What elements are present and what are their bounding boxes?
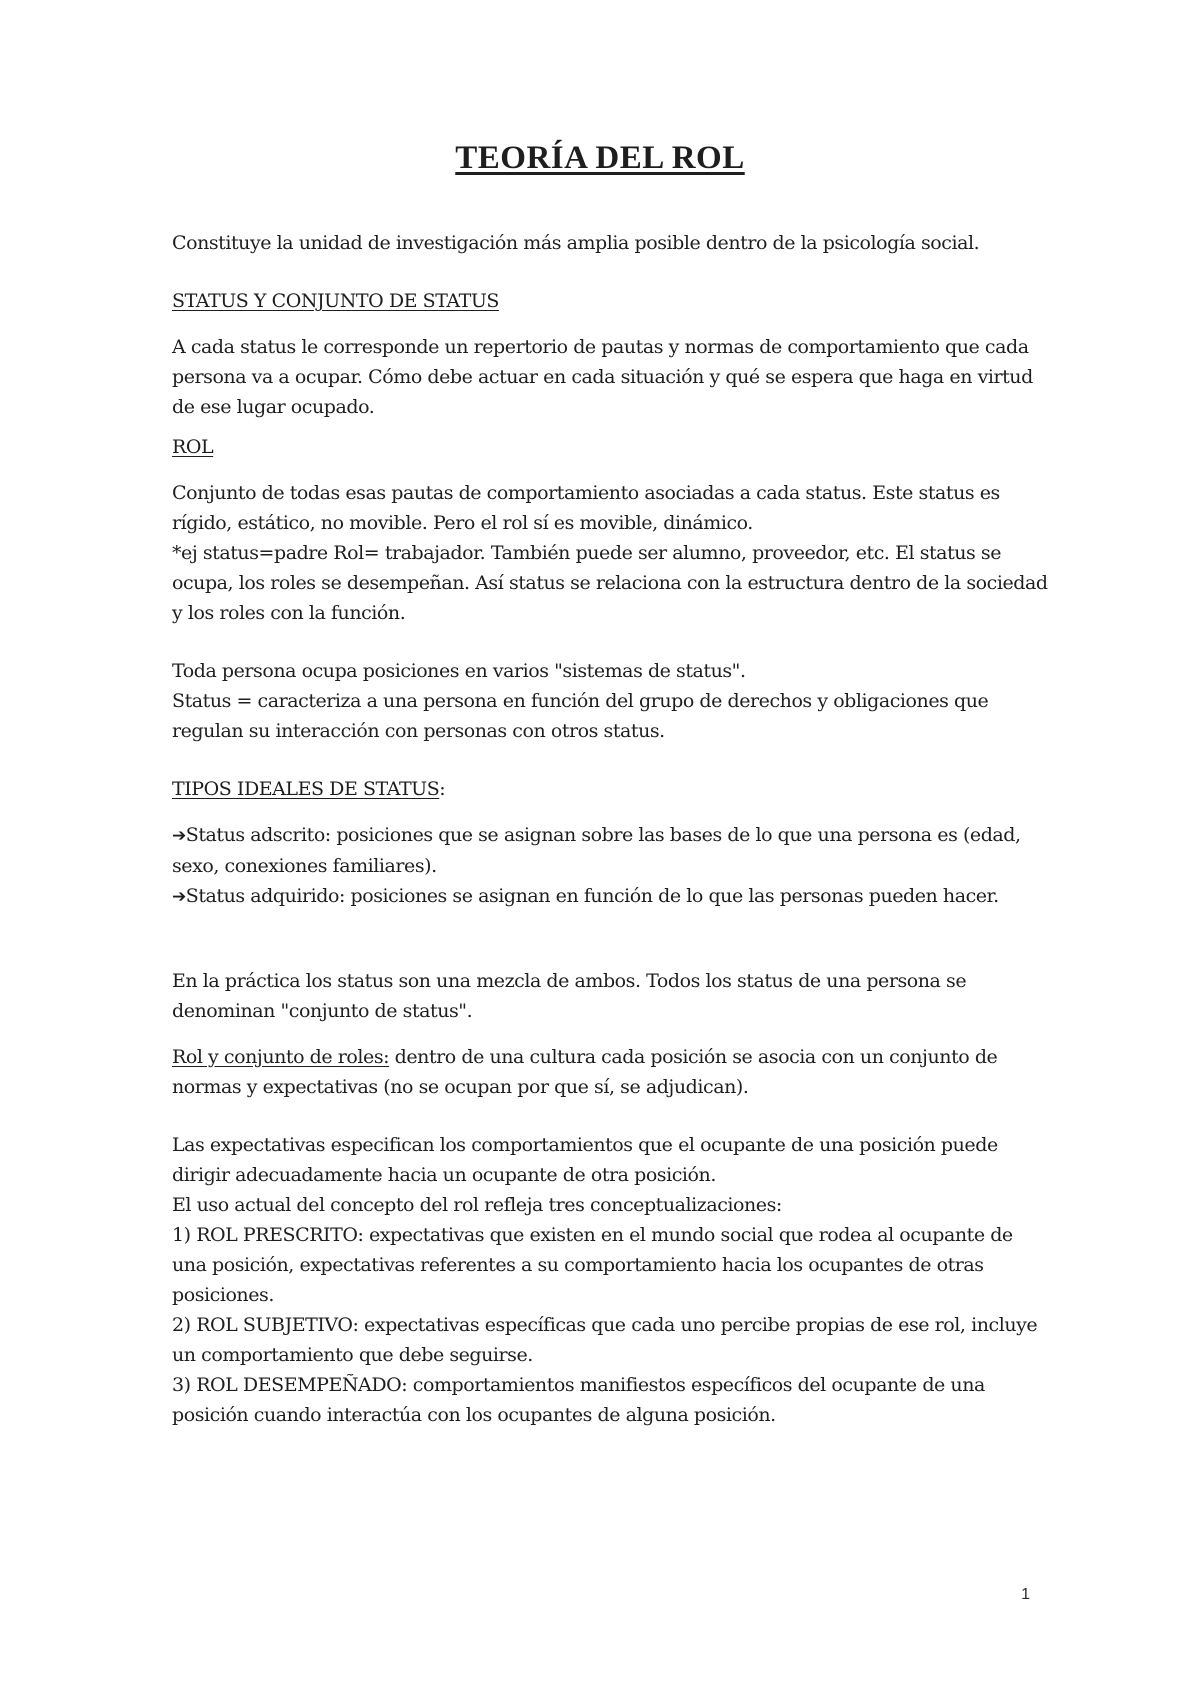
sistemas-paragraph-2: Status = caracteriza a una persona en función del grupo de derechos y obligaciones que regulan su interacción con personas con otros status. bbox=[172, 690, 989, 742]
sistemas-paragraph-1: Toda persona ocupa posiciones en varios "sistemas de status". bbox=[172, 660, 746, 682]
rol-heading: ROL bbox=[172, 436, 214, 458]
page-number: 1 bbox=[1021, 1586, 1030, 1603]
tipos-heading-colon: : bbox=[439, 778, 446, 800]
roles-text: dentro de una cultura cada posición se asocia con un conjunto de normas y expectativas (no se ocupan por que sí, se adjudican). bbox=[172, 1046, 998, 1098]
expectativas-paragraph-2: El uso actual del concepto del rol refleja tres conceptualizaciones: bbox=[172, 1194, 782, 1216]
status-heading: STATUS Y CONJUNTO DE STATUS bbox=[172, 290, 499, 312]
tipos-heading bbox=[172, 774, 1052, 804]
expectativas-paragraph-1: Las expectativas especifican los comportamientos que el ocupante de una posición puede dirigir adecuadamente hacia un ocupante de otra posición. bbox=[172, 1134, 998, 1186]
rol-paragraph-2: *ej status=padre Rol= trabajador. También puede ser alumno, proveedor, etc. El status se ocupa, los roles se desempeñan. Así status se relaciona con la estructura dentro de la sociedad y los roles con la función. bbox=[172, 542, 1048, 624]
page-title: TEORÍA DEL ROL bbox=[455, 140, 745, 176]
roles-heading: Rol y conjunto de roles: bbox=[172, 1046, 390, 1068]
tipos-item-adscrito-text: Status adscrito: posiciones que se asignan sobre las bases de lo que una persona es (edad, sexo, conexiones familiares). bbox=[172, 824, 1021, 877]
practica-paragraph: En la práctica los status son una mezcla de ambos. Todos los status de una persona se denominan "conjunto de status". bbox=[172, 970, 967, 1022]
roles-paragraph bbox=[172, 1042, 1052, 1102]
arrow-right-icon: ➔ bbox=[172, 826, 186, 846]
tipos-item-adquirido-text: Status adquirido: posiciones se asignan en función de lo que las personas pueden hacer. bbox=[185, 885, 999, 907]
intro-paragraph: Constituye la unidad de investigación más amplia posible dentro de la psicología social. bbox=[172, 232, 980, 254]
rol-subjetivo-item: 2) ROL SUBJETIVO: expectativas específicas que cada uno percibe propias de ese rol, incluye un comportamiento que debe seguirse. bbox=[172, 1314, 1038, 1366]
rol-desempenado-item: 3) ROL DESEMPEÑADO: comportamientos manifiestos específicos del ocupante de una posición cuando interactúa con los ocupantes de alguna posición. bbox=[172, 1374, 985, 1426]
rol-prescrito-item: 1) ROL PRESCRITO: expectativas que existen en el mundo social que rodea al ocupante de una posición, expectativas referentes a su comportamiento hacia los ocupantes de otras posiciones. bbox=[172, 1224, 1013, 1306]
arrow-right-icon: ➔ bbox=[172, 887, 186, 907]
status-paragraph: A cada status le corresponde un repertorio de pautas y normas de comportamiento que cada persona va a ocupar. Cómo debe actuar en cada situación y qué se espera que haga en virtud de ese lugar ocupado. bbox=[172, 336, 1033, 418]
document-body bbox=[172, 228, 1052, 1430]
tipos-item-adscrito bbox=[172, 820, 1052, 881]
rol-paragraph-1: Conjunto de todas esas pautas de comportamiento asociadas a cada status. Este status es rígido, estático, no movible. Pero el rol sí es movible, dinámico. bbox=[172, 482, 1000, 534]
tipos-heading-text: TIPOS IDEALES DE STATUS bbox=[172, 778, 440, 800]
tipos-item-adquirido bbox=[172, 881, 1052, 912]
